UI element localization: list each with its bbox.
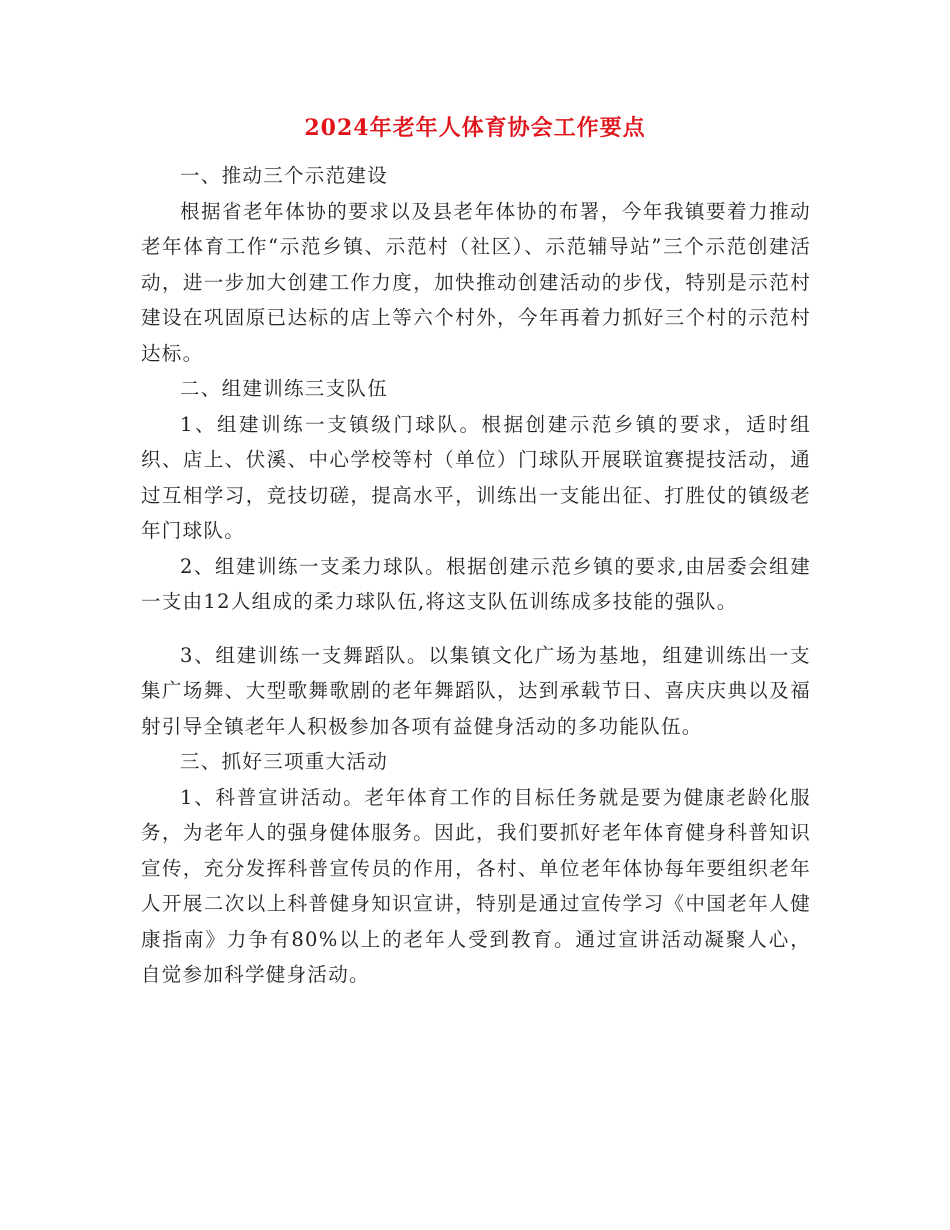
- paragraph-activity-science: 1、科普宣讲活动。老年体育工作的目标任务就是要为健康老龄化服务，为老年人的强身健体服务。因此，我们要抓好老年体育健身科普知识宣传，充分发挥科普宣传员的作用，各村、单位老年体协每年要组织老年人开展二次以上科普健身知识宣讲，特别是通过宣传学习《中国老年人健康指南》力争有80%以上的老年人受到教育。通过宣讲活动凝聚人心，自觉参加科学健身活动。: [141, 785, 811, 986]
- document-body: [141, 158, 811, 993]
- section-heading-1: 一、推动三个示范建设: [180, 164, 389, 187]
- paragraph-team-dance: 3、组建训练一支舞蹈队。以集镇文化广场为基地，组建训练出一支集广场舞、大型歌舞歌剧的老年舞蹈队，达到承载节日、喜庆庆典以及福射引导全镇老年人积极参加各项有益健身活动的多功能队伍。: [141, 643, 811, 738]
- paragraph-team-rouliqiu: 2、组建训练一支柔力球队。根据创建示范乡镇的要求,由居委会组建一支由12人组成的柔力球队伍,将这支队伍训练成多技能的强队。: [141, 554, 811, 613]
- paragraph-section-1: 根据省老年体协的要求以及县老年体协的布署，今年我镇要着力推动老年体育工作“示范乡镇、示范村（社区）、示范辅导站”三个示范创建活动，进一步加大创建工作力度，加快推动创建活动的步伐，特别是示范村建设在巩固原已达标的店上等六个村外，今年再着力抓好三个村的示范村达标。: [141, 199, 811, 365]
- section-heading-3: 三、抓好三项重大活动: [180, 750, 389, 773]
- paragraph-team-gateball: 1、组建训练一支镇级门球队。根据创建示范乡镇的要求，适时组织、店上、伏溪、中心学校等村（单位）门球队开展联谊赛提技活动，通过互相学习，竞技切磋，提高水平，训练出一支能出征、打胜仗的镇级老年门球队。: [141, 412, 811, 542]
- document-title: 2024年老年人体育协会工作要点: [304, 115, 646, 141]
- section-heading-2: 二、组建训练三支队伍: [180, 377, 389, 400]
